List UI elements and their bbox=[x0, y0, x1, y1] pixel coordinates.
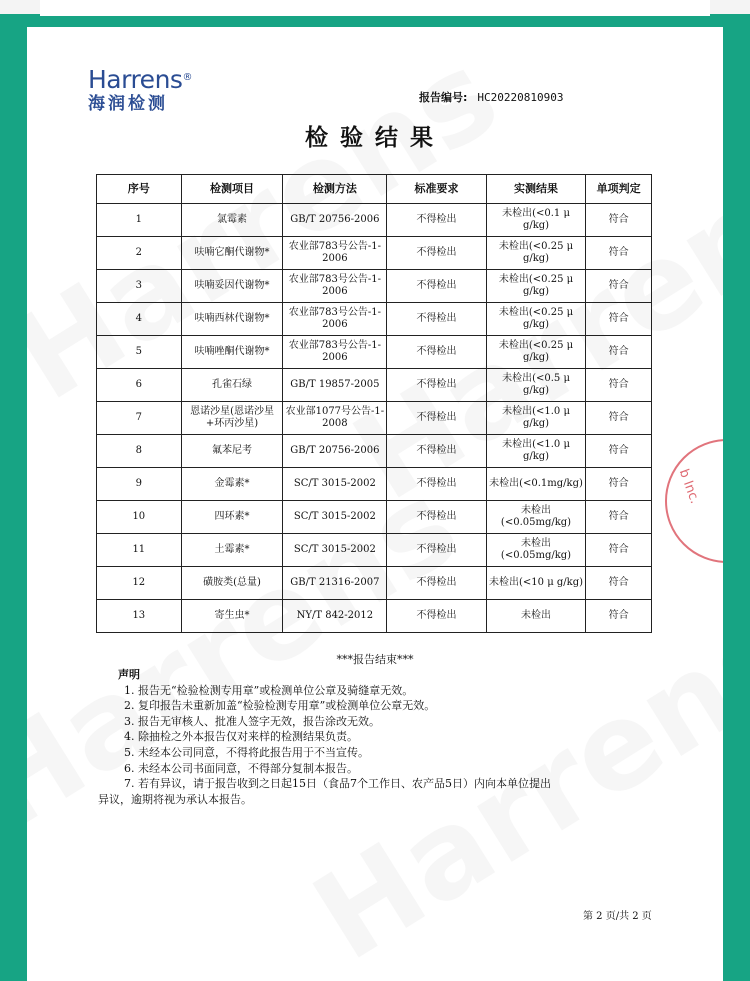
cell-method: GB/T 21316-2007 bbox=[283, 567, 387, 600]
cell-requirement: 不得检出 bbox=[387, 468, 487, 501]
header-item: 检测项目 bbox=[181, 175, 283, 204]
cell-judgement: 符合 bbox=[586, 600, 652, 633]
cell-result: 未检出(<0.1mg/kg) bbox=[486, 468, 585, 501]
declaration bbox=[98, 667, 658, 807]
cell-method: 农业部1077号公告-1-2008 bbox=[283, 402, 387, 435]
cell-requirement: 不得检出 bbox=[387, 501, 487, 534]
cell-index: 9 bbox=[97, 468, 182, 501]
cell-requirement: 不得检出 bbox=[387, 303, 487, 336]
declaration-item-continued: 异议，逾期将视为承认本报告。 bbox=[98, 792, 252, 806]
cell-item: 呋喃它酮代谢物* bbox=[181, 237, 283, 270]
cell-result: 未检出 bbox=[486, 600, 585, 633]
cell-result: 未检出(<0.25 μ g/kg) bbox=[486, 237, 585, 270]
cell-judgement: 符合 bbox=[586, 270, 652, 303]
declaration-item: 5. 未经本公司同意，不得将此报告用于不当宣传。 bbox=[124, 745, 369, 759]
table-row bbox=[97, 501, 652, 534]
cell-method: 农业部783号公告-1-2006 bbox=[283, 336, 387, 369]
report-number-label: 报告编号: bbox=[419, 91, 468, 104]
cell-requirement: 不得检出 bbox=[387, 435, 487, 468]
cell-index: 7 bbox=[97, 402, 182, 435]
table-row bbox=[97, 402, 652, 435]
cell-result: 未检出(<0.05mg/kg) bbox=[486, 534, 585, 567]
table-row bbox=[97, 435, 652, 468]
cell-requirement: 不得检出 bbox=[387, 237, 487, 270]
cell-judgement: 符合 bbox=[586, 534, 652, 567]
cell-requirement: 不得检出 bbox=[387, 336, 487, 369]
cell-method: SC/T 3015-2002 bbox=[283, 468, 387, 501]
cell-index: 6 bbox=[97, 369, 182, 402]
cell-result: 未检出(<0.25 μ g/kg) bbox=[486, 303, 585, 336]
declaration-item: 4. 除抽检之外本报告仅对来样的检测结果负责。 bbox=[124, 730, 358, 744]
header-method: 检测方法 bbox=[283, 175, 387, 204]
table-row bbox=[97, 468, 652, 501]
cell-method: 农业部783号公告-1-2006 bbox=[283, 237, 387, 270]
table-header-row bbox=[97, 175, 652, 204]
cell-judgement: 符合 bbox=[586, 369, 652, 402]
cell-judgement: 符合 bbox=[586, 567, 652, 600]
cell-item: 氯霉素 bbox=[181, 204, 283, 237]
cell-method: SC/T 3015-2002 bbox=[283, 501, 387, 534]
cell-result: 未检出(<0.05mg/kg) bbox=[486, 501, 585, 534]
cell-index: 12 bbox=[97, 567, 182, 600]
cell-result: 未检出(<10 μ g/kg) bbox=[486, 567, 585, 600]
cell-index: 2 bbox=[97, 237, 182, 270]
cell-method: GB/T 19857-2005 bbox=[283, 369, 387, 402]
cell-result: 未检出(<0.5 μ g/kg) bbox=[486, 369, 585, 402]
declaration-title: 声明 bbox=[118, 668, 140, 681]
cell-item: 四环素* bbox=[181, 501, 283, 534]
cell-item: 恩诺沙星(恩诺沙星+环丙沙星) bbox=[181, 402, 283, 435]
table-row bbox=[97, 567, 652, 600]
cell-item: 土霉素* bbox=[181, 534, 283, 567]
cell-index: 10 bbox=[97, 501, 182, 534]
table-row bbox=[97, 534, 652, 567]
cell-judgement: 符合 bbox=[586, 303, 652, 336]
cell-requirement: 不得检出 bbox=[387, 204, 487, 237]
cell-index: 4 bbox=[97, 303, 182, 336]
declaration-item: 3. 报告无审核人、批准人签字无效，报告涂改无效。 bbox=[124, 714, 380, 728]
cell-requirement: 不得检出 bbox=[387, 270, 487, 303]
cell-result: 未检出(<1.0 μ g/kg) bbox=[486, 402, 585, 435]
cell-item: 寄生虫* bbox=[181, 600, 283, 633]
table-row bbox=[97, 237, 652, 270]
table-row bbox=[97, 600, 652, 633]
cell-requirement: 不得检出 bbox=[387, 600, 487, 633]
results-table bbox=[96, 174, 652, 633]
table-row bbox=[97, 369, 652, 402]
report-page bbox=[27, 27, 723, 981]
cell-judgement: 符合 bbox=[586, 237, 652, 270]
cell-judgement: 符合 bbox=[586, 204, 652, 237]
cell-requirement: 不得检出 bbox=[387, 402, 487, 435]
cell-judgement: 符合 bbox=[586, 435, 652, 468]
cell-index: 8 bbox=[97, 435, 182, 468]
cell-method: GB/T 20756-2006 bbox=[283, 204, 387, 237]
cell-method: NY/T 842-2012 bbox=[283, 600, 387, 633]
cell-result: 未检出(<0.1 μ g/kg) bbox=[486, 204, 585, 237]
cell-requirement: 不得检出 bbox=[387, 534, 487, 567]
cell-item: 呋喃西林代谢物* bbox=[181, 303, 283, 336]
header-index: 序号 bbox=[97, 175, 182, 204]
cell-requirement: 不得检出 bbox=[387, 369, 487, 402]
cell-judgement: 符合 bbox=[586, 336, 652, 369]
cell-item: 呋喃妥因代谢物* bbox=[181, 270, 283, 303]
cell-item: 孔雀石绿 bbox=[181, 369, 283, 402]
cell-method: 农业部783号公告-1-2006 bbox=[283, 270, 387, 303]
table-row bbox=[97, 303, 652, 336]
cell-requirement: 不得检出 bbox=[387, 567, 487, 600]
cell-method: SC/T 3015-2002 bbox=[283, 534, 387, 567]
cell-judgement: 符合 bbox=[586, 468, 652, 501]
cell-item: 呋喃唑酮代谢物* bbox=[181, 336, 283, 369]
cell-index: 11 bbox=[97, 534, 182, 567]
table-row bbox=[97, 336, 652, 369]
cell-method: GB/T 20756-2006 bbox=[283, 435, 387, 468]
cell-result: 未检出(<1.0 μ g/kg) bbox=[486, 435, 585, 468]
cell-result: 未检出(<0.25 μ g/kg) bbox=[486, 336, 585, 369]
header-judgement: 单项判定 bbox=[586, 175, 652, 204]
cell-index: 1 bbox=[97, 204, 182, 237]
company-logo: Harrens® 海润检测 bbox=[88, 65, 192, 114]
cell-result: 未检出(<0.25 μ g/kg) bbox=[486, 270, 585, 303]
declaration-item: 1. 报告无“检验检测专用章”或检测单位公章及骑缝章无效。 bbox=[124, 683, 414, 697]
declaration-item: 7. 若有异议，请于报告收到之日起15日（食品7个工作日、农产品5日）内向本单位提出 bbox=[124, 777, 551, 791]
cell-index: 5 bbox=[97, 336, 182, 369]
header-result: 实测结果 bbox=[486, 175, 585, 204]
declaration-item: 6. 未经本公司书面同意，不得部分复制本报告。 bbox=[124, 761, 358, 775]
header-requirement: 标准要求 bbox=[387, 175, 487, 204]
table-row bbox=[97, 270, 652, 303]
report-number bbox=[419, 89, 564, 105]
table-row bbox=[97, 204, 652, 237]
cell-item: 金霉素* bbox=[181, 468, 283, 501]
page-title: 检验结果 bbox=[305, 125, 445, 151]
page-number: 第 2 页/共 2 页 bbox=[583, 911, 652, 922]
cell-judgement: 符合 bbox=[586, 402, 652, 435]
report-number-value: HC20220810903 bbox=[477, 91, 564, 104]
cell-index: 3 bbox=[97, 270, 182, 303]
report-end-mark: ***报告结束*** bbox=[336, 653, 414, 666]
cell-item: 磺胺类(总量) bbox=[181, 567, 283, 600]
official-seal-text: b Inc. bbox=[675, 467, 703, 506]
cell-method: 农业部783号公告-1-2006 bbox=[283, 303, 387, 336]
cell-index: 13 bbox=[97, 600, 182, 633]
cell-item: 氟苯尼考 bbox=[181, 435, 283, 468]
declaration-item: 2. 复印报告未重新加盖“检验检测专用章”或检测单位公章无效。 bbox=[124, 699, 436, 713]
cell-judgement: 符合 bbox=[586, 501, 652, 534]
top-strip-inner bbox=[40, 0, 710, 16]
